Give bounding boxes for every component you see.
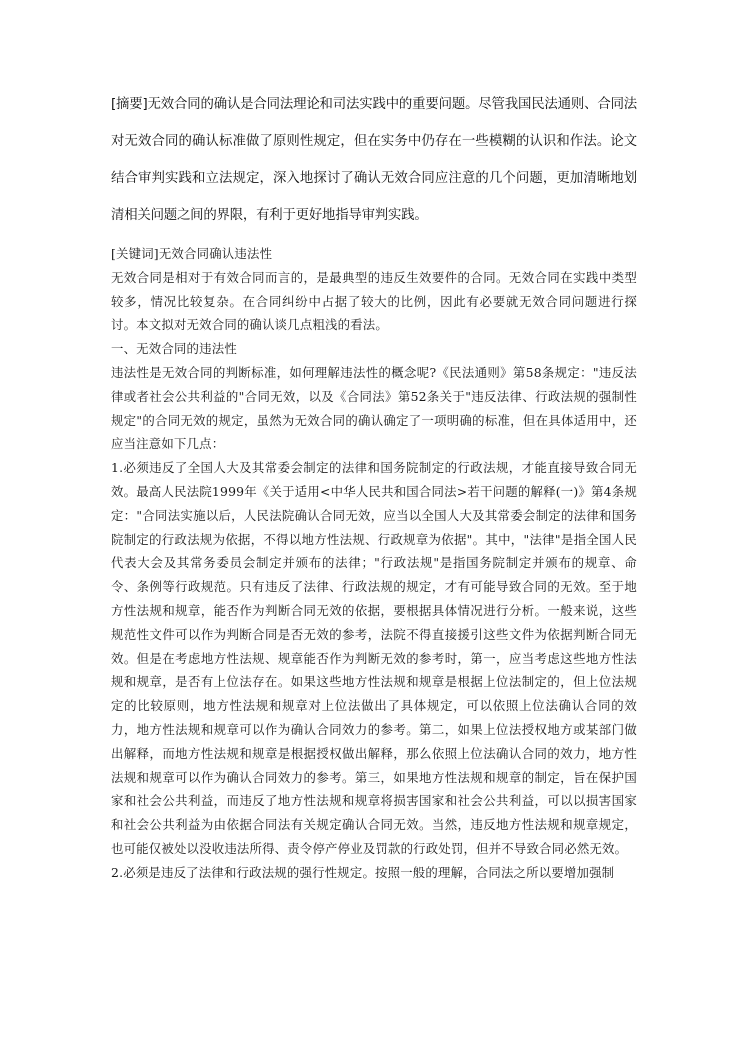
- paragraph-illegality: 违法性是无效合同的判断标准，如何理解违法性的概念呢?《民法通则》第58条规定："违反法律或者社会公共利益的"合同无效，以及《合同法》第52条关于"违反法律、行政法规的强制性规定"的合同无效的规定，虽然为无效合同的确认确定了一项明确的标准，但在具体适用中，还应当注意如下几点：: [111, 364, 637, 452]
- section-heading: 一、无效合同的违法性: [111, 341, 237, 357]
- keywords: [关键词]无效合同确认违法性: [111, 246, 273, 261]
- abstract: [摘要]无效合同的确认是合同法理论和司法实践中的重要问题。尽管我国民法通则、合同法对无效合同的确认标准做了原则性规定，但在实务中仍存在一些模糊的认识和作法。论文结合审判实践和立法规定，深入地探讨了确认无效合同应注意的几个问题，更加清晰地划清相关问题之间的界限，有利于更好地指导审判实践。: [111, 97, 637, 223]
- paragraph-point-2: 2.必须是违反了法律和行政法规的强行性规定。按照一般的理解，合同法之所以要增加强制: [111, 864, 615, 880]
- document-page: [111, 86, 637, 885]
- paragraph-intro: 无效合同是相对于有效合同而言的，是最典型的违反生效要件的合同。无效合同在实践中类型较多，情况比较复杂。在合同纠纷中占据了较大的比例，因此有必要就无效合同问题进行探讨。本文拟对无效合同的确认谈几点粗浅的看法。: [111, 269, 637, 333]
- paragraph-point-1: 1.必须违反了全国人大及其常委会制定的法律和国务院制定的行政法规，才能直接导致合同无效。最高人民法院1999年《关于适用<中华人民共和国合同法>若干问题的解释(一)》第4条规定："合同法实施以后，人民法院确认合同无效，应当以全国人大及其常委会制定的法律和国务院制定的行政法规为依据，不得以地方性法规、行政规章为依据"。其中，"法律"是指全国人民代表大会及其常务委员会制定并颁布的法律；"行政法规"是指国务院制定并颁布的规章、命令、条例等行政规范。只有违反了法律、行政法规的规定，才有可能导致合同的无效。至于地方性法规和规章，能否作为判断合同无效的依据，要根据具体情况进行分析。一般来说，这些规范性文件可以作为判断合同是否无效的参考，法院不得直接援引这些文件为依据判断合同无效。但是在考虑地方性法规、规章能否作为判断无效的参考时，第一，应当考虑这些地方性法规和规章，是否有上位法存在。如果这些地方性法规和规章是根据上位法制定的，但上位法规定的比较原则，地方性法规和规章对上位法做出了具体规定，可以依照上位法确认合同的效力，地方性法规和规章可以作为确认合同效力的参考。第二，如果上位法授权地方或某部门做出解释，而地方性法规和规章是根据授权做出解释，那么依照上位法确认合同的效力，地方性法规和规章可以作为确认合同效力的参考。第三，如果地方性法规和规章的制定，旨在保护国家和社会公共利益，而违反了地方性法规和规章将损害国家和社会公共利益，可以以损害国家和社会公共利益为由依据合同法有关规定确认合同无效。当然，违反地方性法规和规章规定，也可能仅被处以没收违法所得、责令停产停业及罚款的行政处罚，但并不导致合同必然无效。: [111, 460, 637, 856]
